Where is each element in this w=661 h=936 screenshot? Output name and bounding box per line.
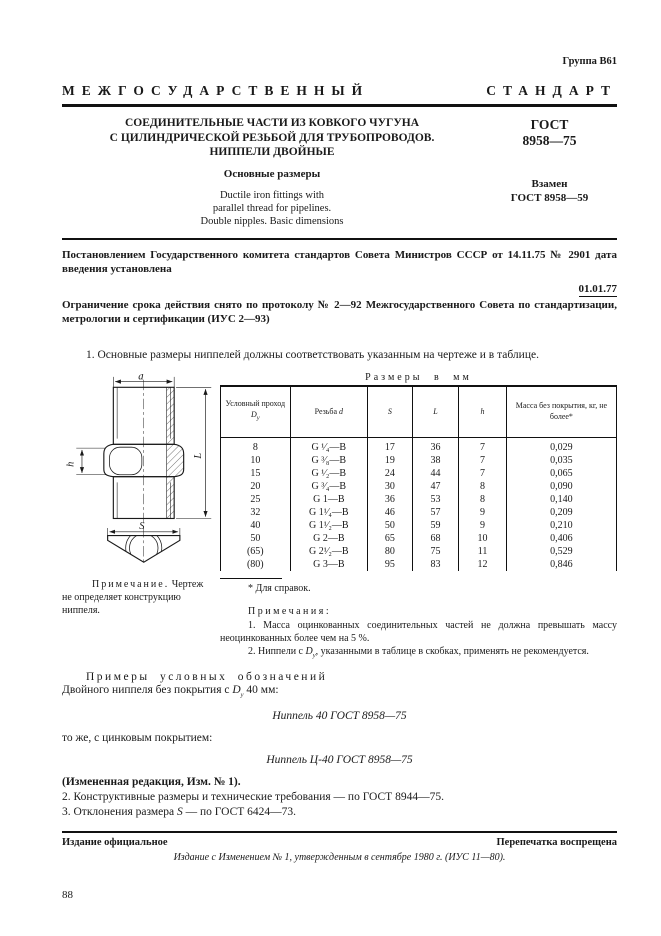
table-cell: 53	[412, 493, 459, 506]
example-1-intro	[62, 683, 617, 702]
table-row	[221, 438, 617, 455]
table-cell: G 2¹⁄₂—В	[290, 545, 367, 558]
dimensions-table	[220, 385, 617, 572]
dim-label-L: L	[192, 452, 204, 459]
example-2-intro: то же, с цинковым покрытием:	[62, 732, 213, 745]
table-cell: G ³⁄₈—В	[290, 454, 367, 467]
table-cell: 9	[459, 519, 507, 532]
footnote: * Для справок.	[248, 583, 311, 594]
table-row	[221, 545, 617, 558]
effective-date-line	[62, 279, 617, 297]
table-cell: 36	[368, 493, 413, 506]
nipple-drawing-svg	[62, 374, 216, 566]
table-cell: 10	[459, 532, 507, 545]
dimensions-table-block	[220, 372, 617, 572]
table-cell: 8	[459, 480, 507, 493]
replaces-label: Взамен	[531, 177, 568, 190]
col1-subscript: у	[256, 414, 260, 422]
amended-note: (Измененная редакция, Изм. № 1).	[62, 776, 241, 789]
gost-number-line-2: 8958—75	[522, 133, 577, 148]
note-2-pre: 2. Ниппели с	[248, 646, 306, 657]
replaces-block	[482, 168, 617, 228]
table-cell: G 1¹⁄₂—В	[290, 519, 367, 532]
english-line-3: Double nipples. Basic dimensions	[200, 215, 344, 227]
example-1-subscript: у	[240, 691, 244, 699]
table-body	[221, 438, 617, 572]
col1-symbol: D	[250, 409, 257, 419]
subtitle-block	[62, 168, 482, 228]
col-header-l: L	[412, 386, 459, 438]
paragraph-1: 1. Основные размеры ниппелей должны соответствовать указанным на чертеже и в таблице.	[86, 348, 539, 361]
dim-label-S: S	[139, 520, 145, 532]
english-line-2: parallel thread for pipelines.	[212, 202, 332, 214]
table-cell: 0,140	[506, 493, 616, 506]
table-cell: 0,406	[506, 532, 616, 545]
table-cell: G 1—В	[290, 493, 367, 506]
table-cell: 15	[221, 467, 291, 480]
table-cell: 7	[459, 454, 507, 467]
example-1-post: 40 мм:	[243, 684, 279, 696]
edition-note: Издание с Изменением № 1, утвержденным в сентябре 1980 г. (ИУС 11—80).	[173, 852, 506, 864]
example-1-pre: Двойного ниппеля без покрытия с	[62, 684, 233, 696]
document-title	[62, 116, 482, 160]
reprint-prohibited-label: Перепечатка воспрещена	[496, 837, 617, 849]
table-row	[221, 506, 617, 519]
table-cell: 50	[221, 532, 291, 545]
effective-date: 01.01.77	[578, 282, 617, 295]
table-cell: 19	[368, 454, 413, 467]
table-cell: 50	[368, 519, 413, 532]
table-cell: 83	[412, 558, 459, 571]
table-cell: 0,209	[506, 506, 616, 519]
table-cell: 24	[368, 467, 413, 480]
table-cell: 0,035	[506, 454, 616, 467]
table-cell: 32	[221, 506, 291, 519]
table-cell: 7	[459, 438, 507, 455]
table-cell: 0,065	[506, 467, 616, 480]
header-rule	[62, 104, 617, 107]
table-cell: 0,090	[506, 480, 616, 493]
table-row	[221, 467, 617, 480]
table-cell: 68	[412, 532, 459, 545]
table-cell: 0,529	[506, 545, 616, 558]
table-cell: 75	[412, 545, 459, 558]
example-2-designation: Ниппель Ц-40 ГОСТ 8958—75	[266, 754, 413, 767]
table-cell: 40	[221, 519, 291, 532]
col-header-dy	[221, 386, 291, 438]
table-row	[221, 558, 617, 571]
col-header-s: S	[368, 386, 413, 438]
replaces-value: ГОСТ 8958—59	[510, 191, 589, 204]
dim-label-h: h	[65, 461, 77, 467]
table-row	[221, 519, 617, 532]
table-cell: 8	[221, 438, 291, 455]
table-cell: 36	[412, 438, 459, 455]
table-cell: 20	[221, 480, 291, 493]
subtitle-rule	[62, 238, 617, 240]
table-row	[221, 454, 617, 467]
table-cell: 10	[221, 454, 291, 467]
table-cell: 7	[459, 467, 507, 480]
english-line-1: Ductile iron fittings with	[219, 189, 325, 201]
col2-label: Резьба	[314, 406, 338, 416]
nipple-drawing	[62, 372, 220, 572]
table-cell: G ¹⁄₂—В	[290, 467, 367, 480]
example-1-designation: Ниппель 40 ГОСТ 8958—75	[272, 710, 407, 723]
table-cell: 0,029	[506, 438, 616, 455]
decree-paragraph: Постановлением Государственного комитета стандартов Совета Министров СССР от 14.11.75 № 2901 дата введения установлена	[62, 248, 617, 275]
limitation-paragraph: Ограничение срока действия снято по протоколу № 2—92 Межгосударственного Совета по стандартизации, метрологии и сертификации (ИУС 2—93)	[62, 298, 617, 325]
official-edition-label: Издание официальное	[62, 837, 168, 849]
note-2-post: , указанными в таблице в скобках, применять не рекомендуется.	[315, 646, 589, 657]
title-line-3: НИППЕЛИ ДВОЙНЫЕ	[209, 146, 335, 158]
table-cell: 65	[368, 532, 413, 545]
table-cell: G ¹⁄₄—В	[290, 438, 367, 455]
notes-row	[62, 578, 617, 662]
title-line-1: СОЕДИНИТЕЛЬНЫЕ ЧАСТИ ИЗ КОВКОГО ЧУГУНА	[124, 117, 420, 129]
table-cell: 25	[221, 493, 291, 506]
table-row	[221, 532, 617, 545]
examples-heading: Примеры условных обозначений	[86, 671, 328, 683]
page-number: 88	[62, 889, 73, 902]
drawing-note	[62, 578, 220, 662]
gost-number	[482, 116, 617, 160]
figure-and-table	[62, 372, 617, 572]
group-label: Группа В61	[562, 56, 617, 67]
footer-rule	[62, 831, 617, 833]
table-cell: G 2—В	[290, 532, 367, 545]
item-3-post: — по ГОСТ 6424—73.	[182, 806, 297, 819]
table-notes	[220, 578, 617, 662]
table-cell: 47	[412, 480, 459, 493]
table-cell: (80)	[221, 558, 291, 571]
item-2: 2. Конструктивные размеры и технические требования — по ГОСТ 8944—75.	[62, 791, 444, 804]
note-2-subscript: у	[312, 652, 316, 659]
col-header-thread	[290, 386, 367, 438]
item-3-symbol: S	[176, 806, 183, 819]
standard-type-line	[62, 83, 617, 99]
table-cell: (65)	[221, 545, 291, 558]
footer-row	[62, 837, 617, 848]
table-cell: 46	[368, 506, 413, 519]
table-cell: 80	[368, 545, 413, 558]
table-cell: 38	[412, 454, 459, 467]
table-cell: G 3—В	[290, 558, 367, 571]
note-1: 1. Масса оцинкованных соединительных частей не должна превышать массу неоцинкованных более чем на 5 %.	[220, 620, 617, 644]
item-3	[62, 805, 617, 820]
table-row	[221, 480, 617, 493]
table-cell: 17	[368, 438, 413, 455]
table-cell: 57	[412, 506, 459, 519]
dim-label-d: d	[138, 373, 144, 383]
table-cell: 0,846	[506, 558, 616, 571]
item-3-pre: 3. Отклонения размера	[62, 806, 177, 819]
table-cell: 30	[368, 480, 413, 493]
example-1-symbol: D	[232, 684, 241, 696]
english-title	[62, 189, 482, 228]
subtitle-row	[62, 168, 617, 228]
table-cell: 44	[412, 467, 459, 480]
table-title: Размеры в мм	[365, 371, 472, 383]
drawing-note-label: Примечание.	[92, 579, 170, 590]
table-cell: 11	[459, 545, 507, 558]
drawing-note-text: Чертеж не определяет конструкцию ниппеля.	[62, 579, 204, 616]
table-row	[221, 493, 617, 506]
table-cell: 12	[459, 558, 507, 571]
notes-label: Примечания:	[248, 606, 332, 617]
note-2	[220, 645, 617, 662]
standard-type-word1: МЕЖГОСУДАРСТВЕННЫЙ	[62, 83, 370, 98]
table-header	[221, 386, 617, 438]
table-cell: G 1¹⁄₄—В	[290, 506, 367, 519]
table-cell: 9	[459, 506, 507, 519]
standard-type-word2: СТАНДАРТ	[486, 83, 617, 98]
table-cell: 59	[412, 519, 459, 532]
subtitle: Основные размеры	[223, 167, 321, 180]
col2-symbol: d	[339, 406, 344, 416]
footnote-rule	[220, 578, 282, 579]
table-cell: 0,210	[506, 519, 616, 532]
table-cell: 8	[459, 493, 507, 506]
table-cell: G ³⁄₄—В	[290, 480, 367, 493]
title-row	[62, 116, 617, 160]
table-cell: 95	[368, 558, 413, 571]
col1-label: Условный проход	[225, 399, 286, 409]
note-2-symbol: D	[305, 646, 313, 657]
title-line-2: С ЦИЛИНДРИЧЕСКОЙ РЕЗЬБОЙ ДЛЯ ТРУБОПРОВОДОВ.	[109, 131, 435, 144]
col-header-h: h	[459, 386, 507, 438]
gost-number-line-1: ГОСТ	[530, 117, 569, 132]
col-header-mass: Масса без покрытия, кг, не более*	[506, 386, 616, 438]
